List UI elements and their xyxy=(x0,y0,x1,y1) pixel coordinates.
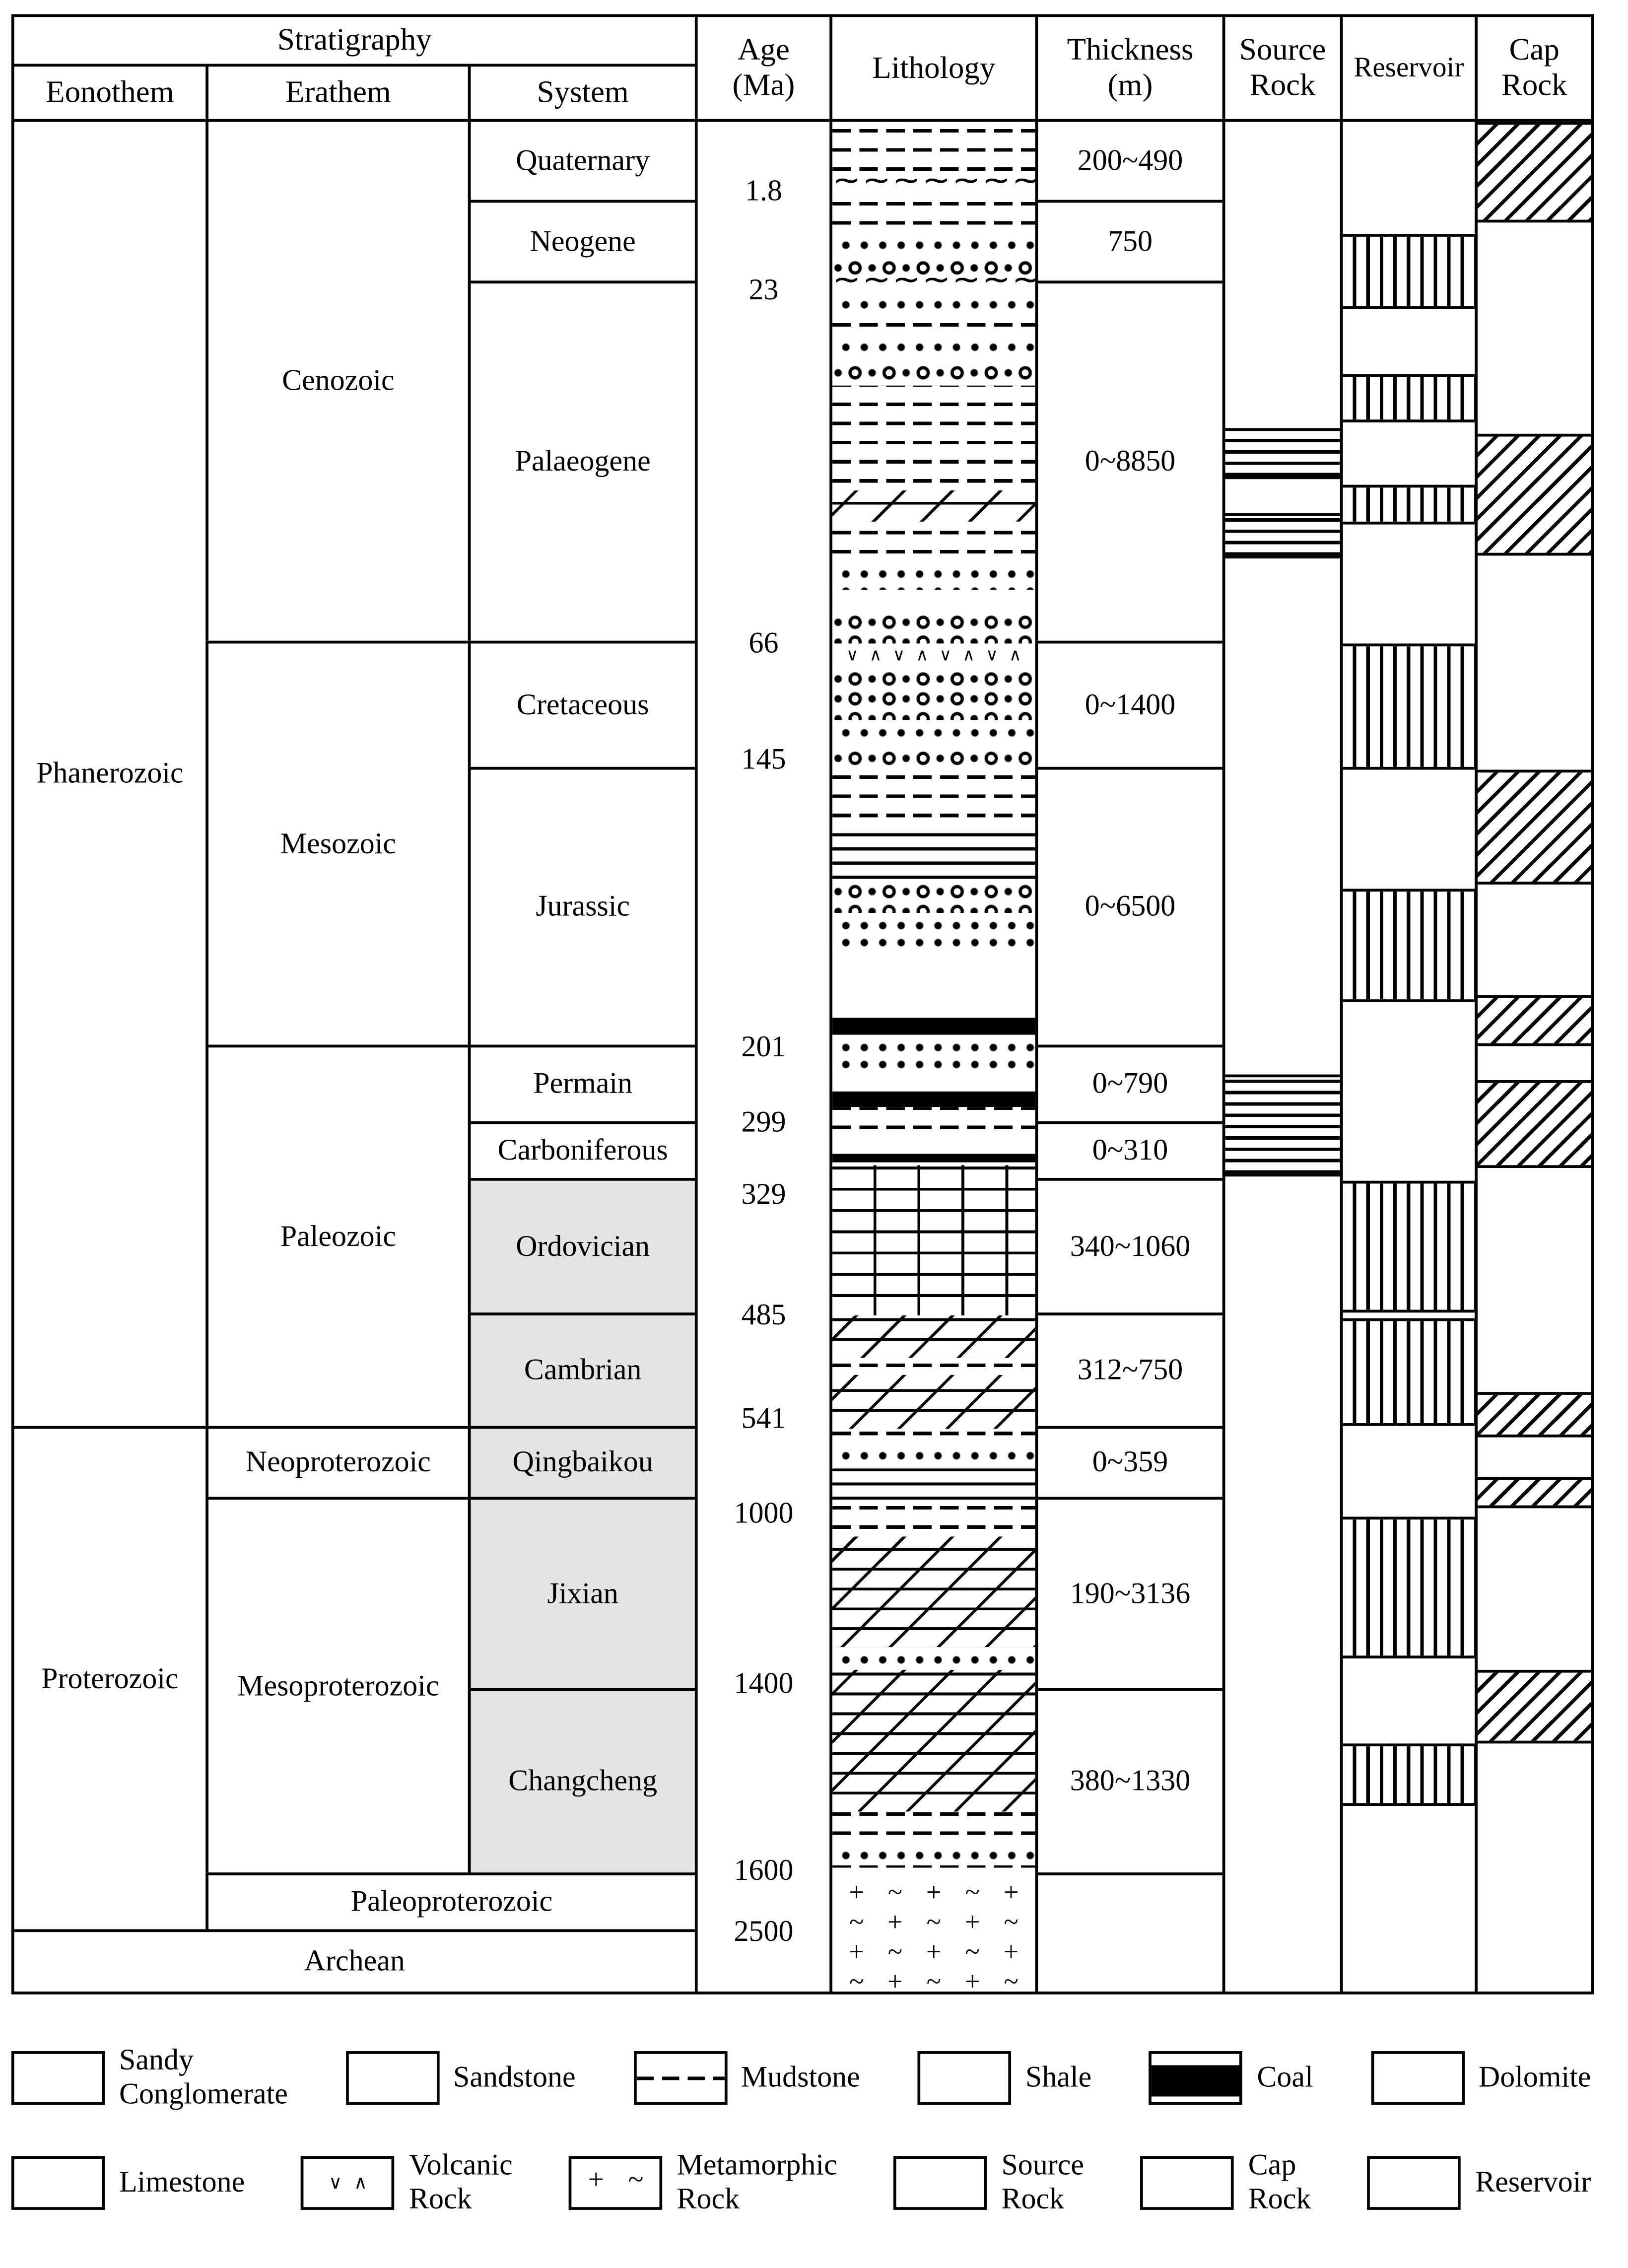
thickness-cell xyxy=(1035,1497,1225,1691)
lithology-segment-coal xyxy=(832,1018,1035,1034)
lithology-segment-shale xyxy=(832,1468,1035,1500)
legend-label xyxy=(677,2149,837,2216)
erathem-cenozoic xyxy=(205,119,471,644)
thickness-value: 190~3136 xyxy=(1070,1576,1191,1610)
reservoir-interval xyxy=(1343,1181,1475,1313)
system-label: Quaternary xyxy=(516,142,650,177)
lithology-segment-sandstone xyxy=(832,1843,1035,1865)
age-label: 201 xyxy=(741,1029,786,1064)
lithology-segment-mudstone xyxy=(832,196,1035,232)
metamorphic-rock-swatch xyxy=(569,2156,663,2210)
reservoir-column xyxy=(1340,119,1478,1994)
erathem-cenozoic-label: Cenozoic xyxy=(282,363,395,398)
header-lithology xyxy=(829,14,1038,122)
lithology-segment-sandstone xyxy=(832,292,1035,312)
legend-label xyxy=(119,2045,288,2111)
thickness-cell xyxy=(1035,767,1225,1047)
system-label: Palaeogene xyxy=(515,444,651,479)
reservoir-interval xyxy=(1343,1318,1475,1426)
volcanic-rock-swatch xyxy=(301,2156,395,2210)
header-cap-line1: Cap xyxy=(1509,31,1560,68)
lithology-segment-coal xyxy=(832,1092,1035,1107)
system-label: Jixian xyxy=(547,1576,618,1610)
reservoir-interval xyxy=(1343,1743,1475,1806)
header-source-rock xyxy=(1222,14,1343,122)
legend-label-line: Sandy xyxy=(119,2043,194,2077)
header-lithology-label: Lithology xyxy=(872,49,996,85)
reservoir-interval xyxy=(1343,485,1475,525)
lithology-segment-sandy-conglomerate xyxy=(832,666,1035,720)
row-archean-label: Archean xyxy=(304,1943,405,1978)
erathem-paleozoic-label: Paleozoic xyxy=(280,1219,396,1253)
header-age-line1: Age xyxy=(738,31,790,68)
header-source-line2: Rock xyxy=(1249,67,1316,102)
cap-rock-interval xyxy=(1478,1670,1591,1743)
lithology-segment-mudstone xyxy=(832,1358,1035,1375)
legend-label-line: Reservoir xyxy=(1475,2165,1591,2199)
legend-label xyxy=(1025,2062,1091,2095)
row-paleoproterozoic xyxy=(205,1872,697,1932)
system-neogene xyxy=(468,200,698,283)
lithology-segment-mudstone xyxy=(832,1107,1035,1137)
legend-label-line: Mudstone xyxy=(741,2060,860,2094)
eonothem-phanerozoic xyxy=(11,119,208,1429)
lithology-segment-mudstone xyxy=(832,312,1035,335)
lithology-segment-unconformity xyxy=(832,278,1035,292)
age-label: 66 xyxy=(748,625,779,660)
lithology-segment-sandstone xyxy=(832,720,1035,746)
system-jixian xyxy=(468,1497,698,1691)
lithology-segment-sandstone xyxy=(832,1035,1035,1069)
header-eonothem-label: Eonothem xyxy=(46,74,174,110)
header-thickness-line1: Thickness xyxy=(1067,31,1194,68)
thickness-value: 0~310 xyxy=(1092,1133,1168,1167)
coal-swatch xyxy=(1149,2051,1243,2105)
thickness-cell xyxy=(1035,1121,1225,1181)
lithology-segment-dolomite xyxy=(832,1670,1035,1812)
row-archean xyxy=(11,1929,698,1994)
limestone-swatch xyxy=(11,2156,105,2210)
legend-label-line: Rock xyxy=(677,2181,740,2216)
thickness-value: 0~6500 xyxy=(1085,889,1176,923)
eonothem-proterozoic xyxy=(11,1426,208,1932)
lithology-segment-coal xyxy=(832,1154,1035,1162)
header-stratigraphy xyxy=(11,14,698,67)
system-ordovician xyxy=(468,1178,698,1315)
dolomite-swatch xyxy=(1371,2051,1465,2105)
reservoir-swatch xyxy=(1367,2156,1461,2210)
source-rock-interval xyxy=(1225,1075,1340,1177)
header-reservoir xyxy=(1340,14,1478,122)
legend-label xyxy=(1479,2062,1591,2095)
lithology-segment-sandstone xyxy=(832,1443,1035,1468)
cap-rock-interval xyxy=(1478,770,1591,885)
lithology-segment-sandy-conglomerate xyxy=(832,610,1035,644)
thickness-value: 312~750 xyxy=(1077,1352,1183,1387)
erathem-mesoproterozoic xyxy=(205,1497,471,1875)
legend-label-line: Rock xyxy=(1001,2181,1065,2216)
legend-label-line: Coal xyxy=(1257,2060,1313,2094)
eonothem-proterozoic-label: Proterozoic xyxy=(41,1661,179,1695)
header-erathem xyxy=(205,64,471,122)
system-label: Qingbaikou xyxy=(512,1444,653,1479)
header-erathem-label: Erathem xyxy=(285,74,391,110)
cap-rock-interval xyxy=(1478,434,1591,556)
legend-row-2 xyxy=(11,2143,1591,2223)
age-label: 1600 xyxy=(734,1853,794,1887)
thickness-value: 200~490 xyxy=(1077,142,1183,177)
legend-label-line: Conglomerate xyxy=(119,2076,288,2111)
legend-label-line: Cap xyxy=(1248,2148,1296,2183)
cap-rock-interval xyxy=(1478,995,1591,1046)
header-system xyxy=(468,64,698,122)
lithology-segment-volcanic-rock xyxy=(832,643,1035,666)
lithology-segment-dolomite xyxy=(832,490,1035,522)
age-label: 2500 xyxy=(734,1914,794,1948)
system-cretaceous xyxy=(468,641,698,770)
system-label: Cambrian xyxy=(524,1352,642,1387)
thickness-cell xyxy=(1035,1045,1225,1124)
lithology-segment-mudstone xyxy=(832,1500,1035,1536)
legend-label-line: Limestone xyxy=(119,2165,245,2199)
age-label: 1.8 xyxy=(745,173,782,207)
cap-rock-interval xyxy=(1478,1392,1591,1437)
cap-rock-column xyxy=(1475,119,1594,1994)
legend-item-volcanic-rock xyxy=(301,2149,513,2216)
source-rock-interval xyxy=(1225,513,1340,558)
lithology-segment-mudstone xyxy=(832,1811,1035,1843)
header-reservoir-label: Reservoir xyxy=(1354,52,1464,83)
reservoir-interval xyxy=(1343,374,1475,422)
lithology-segment-sandstone xyxy=(832,561,1035,590)
lithology-segment-mudstone xyxy=(832,1429,1035,1443)
erathem-mesozoic-label: Mesozoic xyxy=(280,826,397,860)
lithology-segment-sandy-conglomerate xyxy=(832,879,1035,913)
legend-item-sandstone xyxy=(345,2051,576,2105)
legend-item-cap-rock xyxy=(1141,2149,1311,2216)
system-label: Permain xyxy=(533,1066,633,1100)
age-label: 329 xyxy=(741,1176,786,1211)
thickness-cell xyxy=(1035,280,1225,643)
thickness-cell xyxy=(1035,641,1225,770)
system-qingbaikou xyxy=(468,1426,698,1500)
legend-label xyxy=(453,2062,576,2095)
lithology-segment-sandy-conglomerate xyxy=(832,255,1035,278)
cap-rock-interval xyxy=(1478,1477,1591,1509)
system-quaternary xyxy=(468,119,698,203)
lithology-segment-mudstone xyxy=(832,122,1035,179)
system-label: Cretaceous xyxy=(516,687,649,721)
header-thickness-line2: (m) xyxy=(1107,67,1153,102)
lithology-segment-mudstone xyxy=(832,386,1035,490)
reservoir-interval xyxy=(1343,889,1475,1002)
lithology-segment-limestone xyxy=(832,1165,1035,1315)
lithology-segment-sandy-conglomerate xyxy=(832,360,1035,385)
system-label: Ordovician xyxy=(516,1229,650,1263)
system-changcheng xyxy=(468,1688,698,1875)
lithology-column xyxy=(829,119,1038,1994)
sandstone-swatch xyxy=(345,2051,439,2105)
source-rock-column xyxy=(1222,119,1343,1994)
thickness-cell xyxy=(1035,1688,1225,1875)
age-label: 145 xyxy=(741,742,786,776)
legend-label-line: Volcanic xyxy=(408,2148,513,2183)
age-label: 1000 xyxy=(734,1496,794,1530)
eonothem-phanerozoic-label: Phanerozoic xyxy=(36,756,184,790)
lithology-segment-dolomite xyxy=(832,1375,1035,1429)
legend-item-sandy-conglomerate xyxy=(11,2045,288,2111)
system-label: Neogene xyxy=(530,223,636,258)
legend-label xyxy=(741,2062,860,2095)
mudstone-swatch xyxy=(633,2051,727,2105)
system-label: Jurassic xyxy=(536,889,630,923)
erathem-mesoproterozoic-label: Mesoproterozoic xyxy=(237,1668,439,1702)
cap-rock-interval xyxy=(1478,122,1591,223)
thickness-value: 0~8850 xyxy=(1085,444,1176,479)
legend-label-line: Rock xyxy=(1248,2181,1311,2216)
age-label: 23 xyxy=(748,272,779,307)
header-thickness xyxy=(1035,14,1225,122)
thickness-cell xyxy=(1035,1426,1225,1500)
lithology-segment-shale xyxy=(832,825,1035,879)
legend-label xyxy=(1475,2166,1591,2199)
cap-rock-interval xyxy=(1478,1080,1591,1168)
cap-rock-swatch xyxy=(1141,2156,1234,2210)
legend-item-coal xyxy=(1149,2051,1313,2105)
thickness-value: 0~1400 xyxy=(1085,687,1176,721)
thickness-cell-empty xyxy=(1035,1872,1225,1994)
lithology-segment-mudstone xyxy=(832,522,1035,561)
erathem-paleozoic xyxy=(205,1045,471,1429)
system-label: Carboniferous xyxy=(497,1133,668,1167)
system-permain xyxy=(468,1045,698,1124)
thickness-value: 0~790 xyxy=(1092,1066,1168,1100)
header-stratigraphy-label: Stratigraphy xyxy=(277,21,432,57)
lithology-segment-unconformity xyxy=(832,179,1035,196)
system-carboniferous xyxy=(468,1121,698,1181)
header-age xyxy=(695,14,832,122)
lithology-segment-sandstone xyxy=(832,232,1035,255)
legend-label xyxy=(1001,2149,1084,2216)
legend-item-reservoir xyxy=(1367,2156,1591,2210)
erathem-mesozoic xyxy=(205,641,471,1048)
legend-label-line: Rock xyxy=(408,2181,472,2216)
thickness-value: 380~1330 xyxy=(1070,1764,1191,1798)
age-label: 1400 xyxy=(734,1666,794,1700)
system-jurassic xyxy=(468,767,698,1047)
legend-label-line: Sandstone xyxy=(453,2060,576,2094)
system-palaeogene xyxy=(468,280,698,643)
row-paleoproterozoic-label: Paleoproterozoic xyxy=(350,1884,553,1919)
legend-row-1 xyxy=(11,2038,1591,2118)
legend-item-source-rock xyxy=(893,2149,1084,2216)
age-label: 299 xyxy=(741,1104,786,1139)
reservoir-interval xyxy=(1343,234,1475,309)
thickness-cell xyxy=(1035,200,1225,283)
legend-label-line: Shale xyxy=(1025,2060,1092,2094)
legend-label xyxy=(1257,2062,1313,2095)
lithology-segment-sandstone xyxy=(832,1647,1035,1670)
erathem-neoproterozoic-label: Neoproterozoic xyxy=(245,1444,431,1479)
legend-item-mudstone xyxy=(633,2051,860,2105)
reservoir-interval xyxy=(1343,1516,1475,1658)
legend-label-line: Dolomite xyxy=(1478,2060,1591,2094)
header-eonothem xyxy=(11,64,208,122)
shale-swatch xyxy=(918,2051,1012,2105)
legend-item-limestone xyxy=(11,2156,245,2210)
lithology-segment-sandy-conglomerate xyxy=(832,746,1035,770)
legend-label xyxy=(1248,2149,1311,2216)
erathem-neoproterozoic xyxy=(205,1426,471,1500)
thickness-value: 750 xyxy=(1108,223,1153,258)
legend-label-line: Source xyxy=(1001,2148,1085,2183)
legend-label xyxy=(119,2166,245,2199)
source-rock-interval xyxy=(1225,428,1340,479)
lithology-segment-dolomite xyxy=(832,1536,1035,1647)
legend-label-line: Metamorphic xyxy=(677,2148,837,2183)
legend-label xyxy=(409,2149,513,2216)
lithology-segment-sandstone xyxy=(832,335,1035,360)
header-cap-line2: Rock xyxy=(1501,67,1567,102)
age-column xyxy=(695,119,832,1994)
header-cap-rock xyxy=(1475,14,1594,122)
lithology-segment-sandstone xyxy=(832,913,1035,950)
legend-item-dolomite xyxy=(1371,2051,1591,2105)
header-source-line1: Source xyxy=(1239,31,1326,68)
lithology-segment-mudstone xyxy=(832,1865,1035,1875)
system-cambrian xyxy=(468,1312,698,1429)
header-age-line2: (Ma) xyxy=(732,67,795,102)
thickness-value: 0~359 xyxy=(1092,1444,1168,1479)
system-label: Changcheng xyxy=(508,1764,658,1798)
header-system-label: System xyxy=(537,74,629,110)
lithology-segment-metamorphic-rock xyxy=(832,1875,1035,1994)
sandy-conglomerate-swatch xyxy=(11,2051,105,2105)
thickness-value: 340~1060 xyxy=(1070,1229,1191,1263)
lithology-segment-dolomite xyxy=(832,1315,1035,1358)
thickness-cell xyxy=(1035,119,1225,203)
age-label: 485 xyxy=(741,1297,786,1332)
source-rock-swatch xyxy=(893,2156,987,2210)
legend-item-metamorphic-rock xyxy=(569,2149,837,2216)
lithology-segment-mudstone xyxy=(832,770,1035,825)
reservoir-interval xyxy=(1343,643,1475,769)
age-label: 541 xyxy=(741,1401,786,1435)
thickness-cell xyxy=(1035,1178,1225,1315)
legend-item-shale xyxy=(918,2051,1091,2105)
thickness-cell xyxy=(1035,1312,1225,1429)
